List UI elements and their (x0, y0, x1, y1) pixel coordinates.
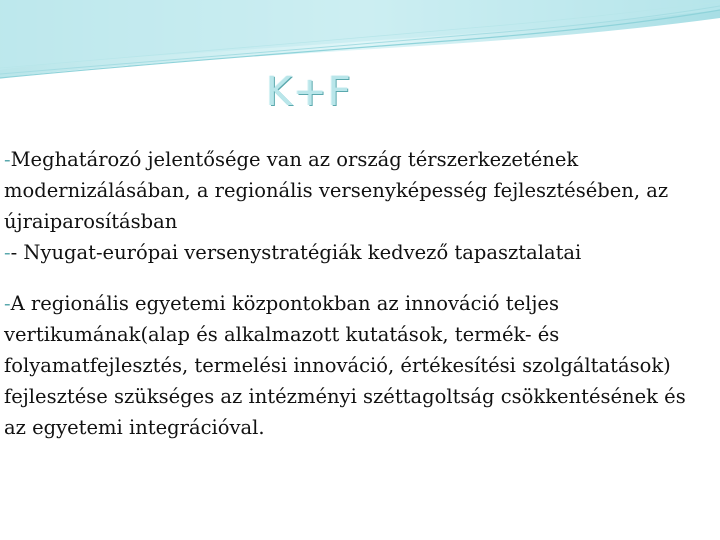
paragraph-3 (4, 288, 704, 443)
slide-body (4, 144, 704, 443)
bullet-marker: - (4, 148, 11, 171)
paragraph-2 (4, 237, 704, 268)
paragraph-1 (4, 144, 704, 237)
header-wave-decoration (0, 0, 720, 90)
paragraph-text: - Nyugat-európai versenystratégiák kedvező tapasztalatai (10, 241, 582, 264)
bullet-marker: - (4, 241, 11, 264)
slide-title: K+F (266, 69, 352, 115)
paragraph-text: Meghatározó jelentősége van az ország térszerkezetének modernizálásában, a regionális versenyképesség fejlesztésében, az újraiparosításban (4, 148, 669, 233)
bullet-marker: - (4, 292, 11, 315)
paragraph-text: A regionális egyetemi központokban az innováció teljes vertikumának(alap és alkalmazott kutatások, termék- és folyamatfejlesztés, termelési innováció, értékesítési szolgáltatások) fejlesztése szükséges az intézményi széttagoltság csökkentésének és az egyetemi integrációval. (4, 292, 686, 439)
